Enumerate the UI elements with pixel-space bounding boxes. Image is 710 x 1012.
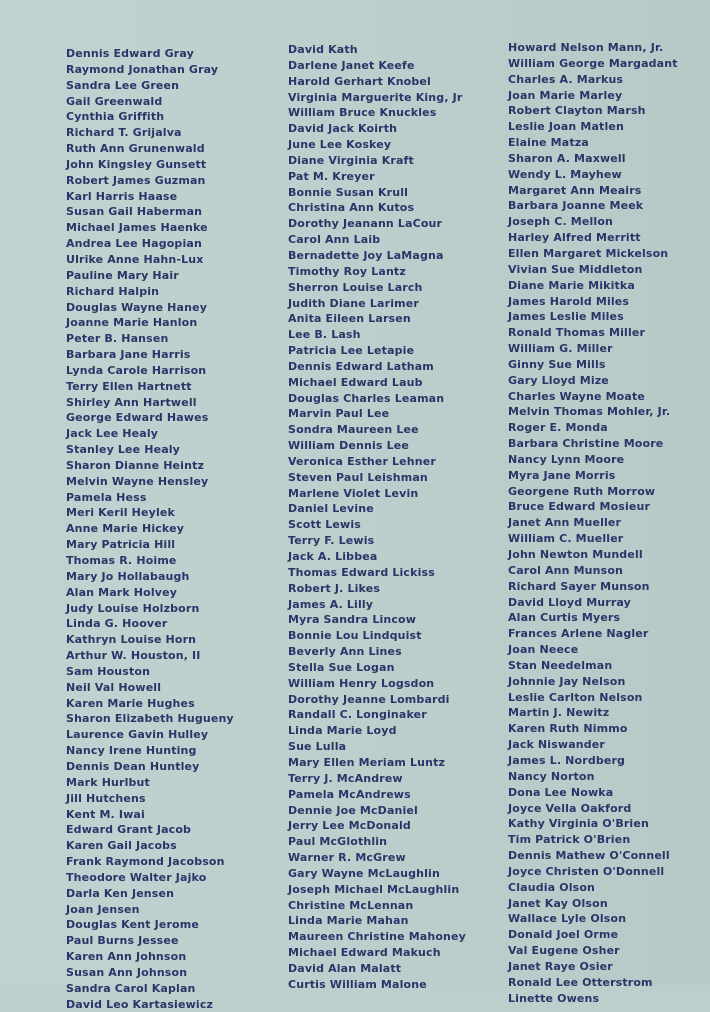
name-entry: Raymond Jonathan Gray xyxy=(66,62,219,76)
name-entry: James L. Nordberg xyxy=(508,753,626,767)
name-entry: Michael James Haenke xyxy=(66,221,208,235)
name-entry: Joseph Michael McLaughlin xyxy=(288,882,460,896)
name-entry: Steven Paul Leishman xyxy=(288,470,428,484)
name-entry: Claudia Olson xyxy=(508,880,596,894)
name-column-2 xyxy=(288,42,466,993)
name-entry: William Dennis Lee xyxy=(288,439,409,453)
name-entry: Sue Lulla xyxy=(288,740,347,754)
name-entry: Terry Ellen Hartnett xyxy=(66,379,192,393)
name-entry: William G. Miller xyxy=(508,342,613,356)
name-entry: Linda Marie Loyd xyxy=(288,724,397,738)
name-entry: Dorothy Jeanann LaCour xyxy=(288,217,443,231)
name-entry: Stella Sue Logan xyxy=(288,660,395,674)
name-entry: Leslie Carlton Nelson xyxy=(508,690,643,704)
name-entry: Carol Ann Laib xyxy=(288,233,381,247)
name-entry: Stan Needelman xyxy=(508,658,613,672)
name-entry: Joan Marie Marley xyxy=(508,88,623,102)
name-entry: Jill Hutchens xyxy=(66,791,146,805)
name-entry: Dona Lee Nowka xyxy=(508,785,614,799)
name-entry: Dennie Joe McDaniel xyxy=(288,803,418,817)
name-entry: Daniel Levine xyxy=(288,502,374,516)
name-entry: Karen Gail Jacobs xyxy=(66,839,177,853)
name-entry: Richard Sayer Munson xyxy=(508,579,650,593)
name-entry: Paul McGlothlin xyxy=(288,835,388,849)
name-entry: Ronald Lee Otterstrom xyxy=(508,975,653,989)
name-entry: Judy Louise Holzborn xyxy=(66,601,200,615)
name-entry: Anne Marie Hickey xyxy=(66,522,185,536)
name-entry: Darlene Janet Keefe xyxy=(288,58,415,72)
name-entry: Dorothy Jeanne Lombardi xyxy=(288,692,450,706)
name-entry: Mary Patricia Hill xyxy=(66,538,176,552)
name-entry: Carol Ann Munson xyxy=(508,563,624,577)
name-entry: Mary Ellen Meriam Luntz xyxy=(288,755,446,769)
name-entry: Nancy Irene Hunting xyxy=(66,744,197,758)
name-entry: Myra Jane Morris xyxy=(508,468,616,482)
name-entry: Lynda Carole Harrison xyxy=(66,363,207,377)
name-entry: Frances Arlene Nagler xyxy=(508,627,649,641)
name-entry: Douglas Charles Leaman xyxy=(288,391,445,405)
name-entry: Sandra Carol Kaplan xyxy=(66,981,196,995)
name-entry: Thomas Edward Lickiss xyxy=(288,565,435,579)
name-entry: Tim Patrick O'Brien xyxy=(508,833,631,847)
name-entry: Kathy Virginia O'Brien xyxy=(508,817,649,831)
name-entry: Ginny Sue Mills xyxy=(508,357,606,371)
name-entry: Darla Ken Jensen xyxy=(66,886,175,900)
name-entry: David Lloyd Murray xyxy=(508,595,631,609)
name-entry: Janet Raye Osier xyxy=(508,959,613,973)
name-entry: Bonnie Lou Lindquist xyxy=(288,629,422,643)
name-entry: Karen Ann Johnson xyxy=(66,950,187,964)
name-entry: Kathryn Louise Horn xyxy=(66,633,197,647)
name-entry: Neil Val Howell xyxy=(66,680,162,694)
name-entry: Linda G. Hoover xyxy=(66,617,168,631)
name-entry: Joseph C. Mellon xyxy=(508,215,614,229)
name-entry: William Bruce Knuckles xyxy=(288,106,437,120)
name-entry: June Lee Koskey xyxy=(288,138,392,152)
name-entry: Meri Keril Heylek xyxy=(66,506,175,520)
name-entry: Johnnie Jay Nelson xyxy=(508,674,626,688)
name-entry: Jerry Lee McDonald xyxy=(288,819,411,833)
name-entry: Douglas Wayne Haney xyxy=(66,300,208,314)
name-entry: Sharon A. Maxwell xyxy=(508,151,626,165)
name-entry: Gary Wayne McLaughlin xyxy=(288,866,440,880)
name-entry: Sondra Maureen Lee xyxy=(288,423,419,437)
name-entry: Andrea Lee Hagopian xyxy=(66,237,202,251)
name-entry: Randall C. Longinaker xyxy=(288,708,427,722)
name-entry: Melvin Wayne Hensley xyxy=(66,474,209,488)
name-entry: Jack A. Libbea xyxy=(288,550,378,563)
name-entry: Joanne Marie Hanlon xyxy=(66,316,198,330)
name-entry: Alan Mark Holvey xyxy=(66,585,178,599)
name-entry: Edward Grant Jacob xyxy=(66,823,192,837)
name-entry: Leslie Joan Matlen xyxy=(508,120,624,134)
name-entry: Elaine Matza xyxy=(508,136,589,150)
name-entry: Linette Owens xyxy=(508,991,600,1005)
name-entry: Barbara Jane Harris xyxy=(66,348,191,362)
name-entry: George Edward Hawes xyxy=(66,411,209,425)
name-entry: Alan Curtis Myers xyxy=(508,611,621,625)
name-entry: Joyce Christen O'Donnell xyxy=(508,864,665,878)
name-entry: Karen Marie Hughes xyxy=(66,696,195,710)
name-entry: Janet Kay Olson xyxy=(508,896,608,910)
name-entry: Thomas R. Hoime xyxy=(66,554,177,567)
name-entry: Karen Ruth Nimmo xyxy=(508,722,628,736)
name-entry: James A. Lilly xyxy=(288,597,374,611)
name-entry: Cynthia Griffith xyxy=(66,110,165,124)
name-entry: Peter B. Hansen xyxy=(66,332,169,346)
name-entry: Diane Marie Mikitka xyxy=(508,278,635,292)
name-entry: David Jack Koirth xyxy=(288,122,398,136)
name-entry: Barbara Christine Moore xyxy=(508,437,664,451)
name-column-3 xyxy=(508,40,678,1006)
name-entry: Frank Raymond Jacobson xyxy=(66,855,225,869)
name-entry: James Leslie Miles xyxy=(508,310,624,324)
name-entry: Myra Sandra Lincow xyxy=(288,613,417,627)
name-entry: Veronica Esther Lehner xyxy=(288,454,436,468)
name-entry: Mary Jo Hollabaugh xyxy=(66,569,190,583)
name-entry: Jack Niswander xyxy=(508,738,605,752)
name-entry: David Leo Kartasiewicz xyxy=(66,997,214,1011)
name-entry: Pat M. Kreyer xyxy=(288,169,375,183)
name-entry: Wendy L. Mayhew xyxy=(508,167,622,181)
name-entry: Shirley Ann Hartwell xyxy=(66,395,197,409)
name-entry: Christina Ann Kutos xyxy=(288,201,415,215)
name-entry: Sharon Dianne Heintz xyxy=(66,458,205,472)
name-entry: Barbara Joanne Meek xyxy=(508,199,644,213)
name-entry: Michael Edward Makuch xyxy=(288,946,441,960)
name-entry: Paul Burns Jessee xyxy=(66,934,179,948)
name-entry: Susan Ann Johnson xyxy=(66,965,188,979)
name-entry: Christine McLennan xyxy=(288,898,414,912)
name-entry: Lee B. Lash xyxy=(288,328,361,342)
name-entry: Theodore Walter Jajko xyxy=(66,870,207,884)
name-entry: Karl Harris Haase xyxy=(66,189,178,203)
name-entry: Marlene Violet Levin xyxy=(288,486,419,500)
name-entry: Vivian Sue Middleton xyxy=(508,262,643,276)
name-entry: Kent M. Iwai xyxy=(66,807,145,821)
name-entry: David Alan Malatt xyxy=(288,961,402,975)
name-entry: Nancy Lynn Moore xyxy=(508,452,625,466)
name-entry: Judith Diane Larimer xyxy=(288,296,419,310)
name-entry: Ulrike Anne Hahn-Lux xyxy=(66,252,204,266)
name-entry: Dennis Edward Latham xyxy=(288,359,434,373)
name-entry: Sam Houston xyxy=(66,664,151,678)
name-entry: Melvin Thomas Mohler, Jr. xyxy=(508,405,671,419)
name-entry: John Newton Mundell xyxy=(508,548,643,561)
name-entry: Val Eugene Osher xyxy=(508,944,620,958)
name-entry: James Harold Miles xyxy=(508,294,630,308)
name-entry: Marvin Paul Lee xyxy=(288,407,390,421)
name-entry: Dennis Dean Huntley xyxy=(66,759,200,773)
name-entry: Anita Eileen Larsen xyxy=(288,312,411,326)
name-entry: Margaret Ann Meairs xyxy=(508,183,642,197)
name-entry: Douglas Kent Jerome xyxy=(66,918,199,932)
name-entry: Robert J. Likes xyxy=(288,581,381,595)
name-entry: Bernadette Joy LaMagna xyxy=(288,248,444,262)
name-entry: William George Margadant xyxy=(508,56,678,70)
name-entry: Ellen Margaret Mickelson xyxy=(508,246,669,260)
name-entry: Robert Clayton Marsh xyxy=(508,104,646,118)
name-entry: William Henry Logsdon xyxy=(288,676,435,690)
name-entry: Dennis Mathew O'Connell xyxy=(508,849,670,863)
name-entry: Virginia Marguerite King, Jr xyxy=(288,90,463,104)
name-entry: Mark Hurlbut xyxy=(66,775,150,789)
name-entry: David Kath xyxy=(288,43,358,56)
name-entry: Martin J. Newitz xyxy=(508,706,610,720)
name-entry: Curtis William Malone xyxy=(288,977,427,991)
name-entry: Warner R. McGrew xyxy=(288,851,406,865)
name-entry: Pauline Mary Hair xyxy=(66,268,179,282)
name-entry: Laurence Gavin Hulley xyxy=(66,728,209,742)
name-entry: Bonnie Susan Krull xyxy=(288,185,409,199)
name-entry: Sharon Elizabeth Hugueny xyxy=(66,712,234,726)
name-entry: Gary Lloyd Mize xyxy=(508,373,609,387)
name-entry: Joyce Vella Oakford xyxy=(508,801,632,815)
name-entry: Ronald Thomas Miller xyxy=(508,326,646,340)
name-entry: Wallace Lyle Olson xyxy=(508,912,627,926)
name-entry: Richard Halpin xyxy=(66,284,160,298)
name-entry: Donald Joel Orme xyxy=(508,928,619,942)
name-entry: Georgene Ruth Morrow xyxy=(508,484,656,498)
name-entry: William C. Mueller xyxy=(508,532,624,546)
name-entry: Bruce Edward Mosieur xyxy=(508,500,651,514)
name-entry: Scott Lewis xyxy=(288,518,361,532)
name-entry: Robert James Guzman xyxy=(66,173,206,187)
name-entry: Michael Edward Laub xyxy=(288,375,423,389)
name-entry: John Kingsley Gunsett xyxy=(66,157,207,171)
name-entry: Arthur W. Houston, II xyxy=(66,649,201,663)
name-entry: Charles A. Markus xyxy=(508,72,624,86)
name-entry: Charles Wayne Moate xyxy=(508,389,645,403)
name-entry: Harold Gerhart Knobel xyxy=(288,74,431,88)
name-entry: Susan Gail Haberman xyxy=(66,205,203,219)
name-entry: Joan Neece xyxy=(508,643,579,657)
name-entry: Joan Jensen xyxy=(66,902,140,916)
name-entry: Diane Virginia Kraft xyxy=(288,153,414,167)
name-entry: Nancy Norton xyxy=(508,769,595,783)
name-entry: Maureen Christine Mahoney xyxy=(288,930,466,944)
name-entry: Stanley Lee Healy xyxy=(66,443,181,457)
name-entry: Dennis Edward Gray xyxy=(66,47,194,60)
name-entry: Pamela McAndrews xyxy=(288,787,411,801)
name-entry: Sandra Lee Green xyxy=(66,78,180,92)
name-entry: Howard Nelson Mann, Jr. xyxy=(508,41,664,54)
name-entry: Janet Ann Mueller xyxy=(508,516,622,530)
name-entry: Roger E. Monda xyxy=(508,421,608,435)
name-entry: Timothy Roy Lantz xyxy=(288,264,406,278)
name-entry: Linda Marie Mahan xyxy=(288,914,409,928)
name-entry: Gail Greenwald xyxy=(66,94,163,108)
name-entry: Ruth Ann Grunenwald xyxy=(66,142,205,156)
name-entry: Beverly Ann Lines xyxy=(288,645,402,659)
name-entry: Pamela Hess xyxy=(66,490,147,504)
name-entry: Patricia Lee Letapie xyxy=(288,344,415,358)
name-entry: Terry J. McAndrew xyxy=(288,771,403,785)
name-column-1 xyxy=(66,46,234,1012)
name-entry: Richard T. Grijalva xyxy=(66,126,182,140)
name-entry: Terry F. Lewis xyxy=(288,534,375,548)
name-entry: Sherron Louise Larch xyxy=(288,280,423,294)
name-entry: Harley Alfred Merritt xyxy=(508,231,641,245)
name-entry: Jack Lee Healy xyxy=(66,427,159,441)
